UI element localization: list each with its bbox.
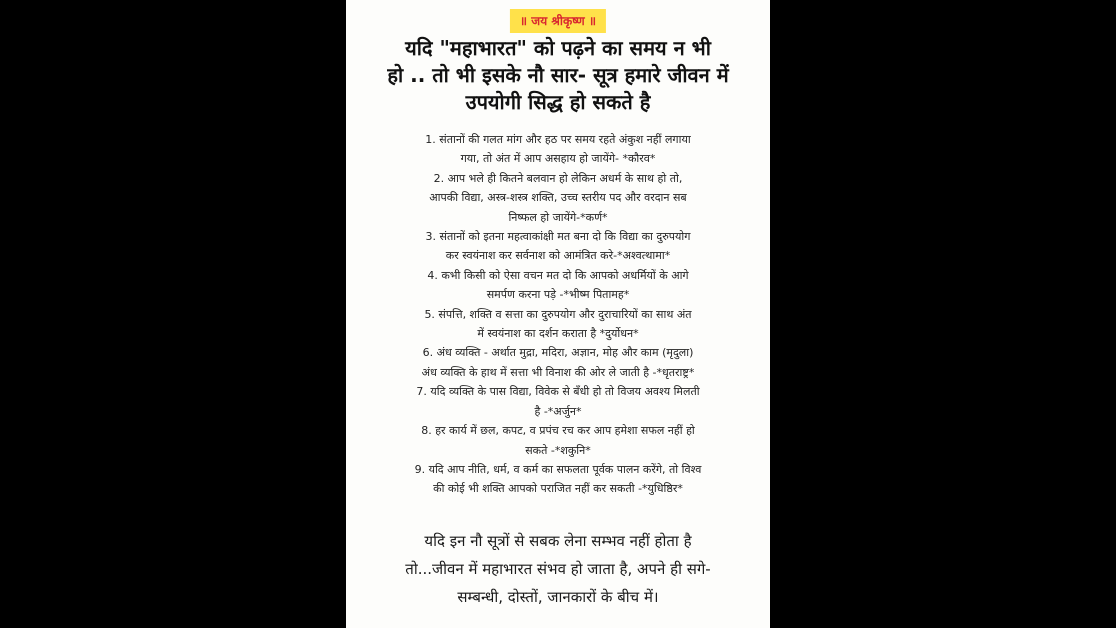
headline [354, 35, 762, 116]
sutra-item-5 [366, 305, 750, 344]
sutra-line: 1. संतानों की गलत मांग और हठ पर समय रहते अंकुश नहीं लगाया [425, 133, 691, 146]
sutra-line: सकते -*शकुनि* [525, 443, 591, 457]
sutra-item-1 [366, 130, 750, 169]
footer-line: तो...जीवन में महाभारत संभव हो जाता है, अपने ही सगे- [405, 560, 711, 578]
sutra-line: 4. कभी किसी को ऐसा वचन मत दो कि आपको अधर्मियों के आगे [427, 268, 689, 282]
sutra-item-4 [366, 266, 750, 305]
sutra-line: है -*अर्जुन* [534, 404, 582, 418]
sutra-list [366, 130, 750, 499]
footer-line: सम्बन्धी, दोस्तों, जानकारों के बीच में। [457, 588, 659, 606]
sutra-line: आपकी विद्या, अस्त्र-शस्त्र शक्ति, उच्च स्तरीय पद और वरदान सब [429, 191, 687, 205]
quote-card [346, 0, 770, 628]
sutra-item-6 [366, 343, 750, 382]
header-badge: ॥ जय श्रीकृष्ण ॥ [510, 9, 606, 33]
sutra-line: 3. संतानों को इतना महत्वाकांक्षी मत बना दो कि विद्या का दुरुपयोग [425, 230, 691, 244]
sutra-line: 6. अंध व्यक्ति - अर्थात मुद्रा, मदिरा, अज्ञान, मोह और काम (मृदुला) [422, 346, 694, 360]
sutra-line: अंध व्यक्ति के हाथ में सत्ता भी विनाश की ओर ले जाती है -*धृतराष्ट्र* [421, 365, 695, 379]
sutra-item-3 [366, 227, 750, 266]
footer-line: यदि इन नौ सूत्रों से सबक लेना सम्भव नहीं होता है [424, 532, 692, 550]
headline-line: यदि "महाभारत" को पढ़ने का समय न भी [405, 36, 711, 60]
sutra-item-2 [366, 169, 750, 227]
sutra-line: की कोई भी शक्ति आपको पराजित नहीं कर सकती -*युधिष्ठिर* [433, 482, 683, 496]
footer-message [352, 527, 764, 611]
sutra-line: कर स्वयंनाश कर सर्वनाश को आमंत्रित करे-*अश्वत्थामा* [445, 249, 671, 263]
headline-line: हो .. तो भी इसके नौ सार- सूत्र हमारे जीवन में [387, 63, 729, 87]
sutra-line: 9. यदि आप नीति, धर्म, व कर्म का सफलता पूर्वक पालन करेंगे, तो विश्व [414, 462, 702, 476]
sutra-line: 7. यदि व्यक्ति के पास विद्या, विवेक से बँधी हो तो विजय अवश्य मिलती [416, 385, 700, 399]
sutra-line: गया, तो अंत में आप असहाय हो जायेंगे- *कौरव* [460, 152, 656, 166]
sutra-line: में स्वयंनाश का दर्शन कराता है *दुर्योधन* [477, 327, 639, 341]
sutra-line: निष्फल हो जायेंगे-*कर्ण* [508, 210, 608, 224]
sutra-item-7 [366, 382, 750, 421]
sutra-item-9 [366, 460, 750, 499]
sutra-line: समर्पण करना पड़े -*भीष्म पितामह* [486, 288, 630, 302]
sutra-line: 2. आप भले ही कितने बलवान हो लेकिन अधर्म के साथ हो तो, [433, 171, 683, 185]
sutra-line: 8. हर कार्य में छल, कपट, व प्रपंच रच कर आप हमेशा सफल नहीं हो [421, 424, 695, 438]
sutra-line: 5. संपत्ति, शक्ति व सत्ता का दुरुपयोग और दुराचारियों का साथ अंत [424, 307, 692, 321]
sutra-item-8 [366, 421, 750, 460]
headline-line: उपयोगी सिद्ध हो सकते है [465, 90, 651, 114]
